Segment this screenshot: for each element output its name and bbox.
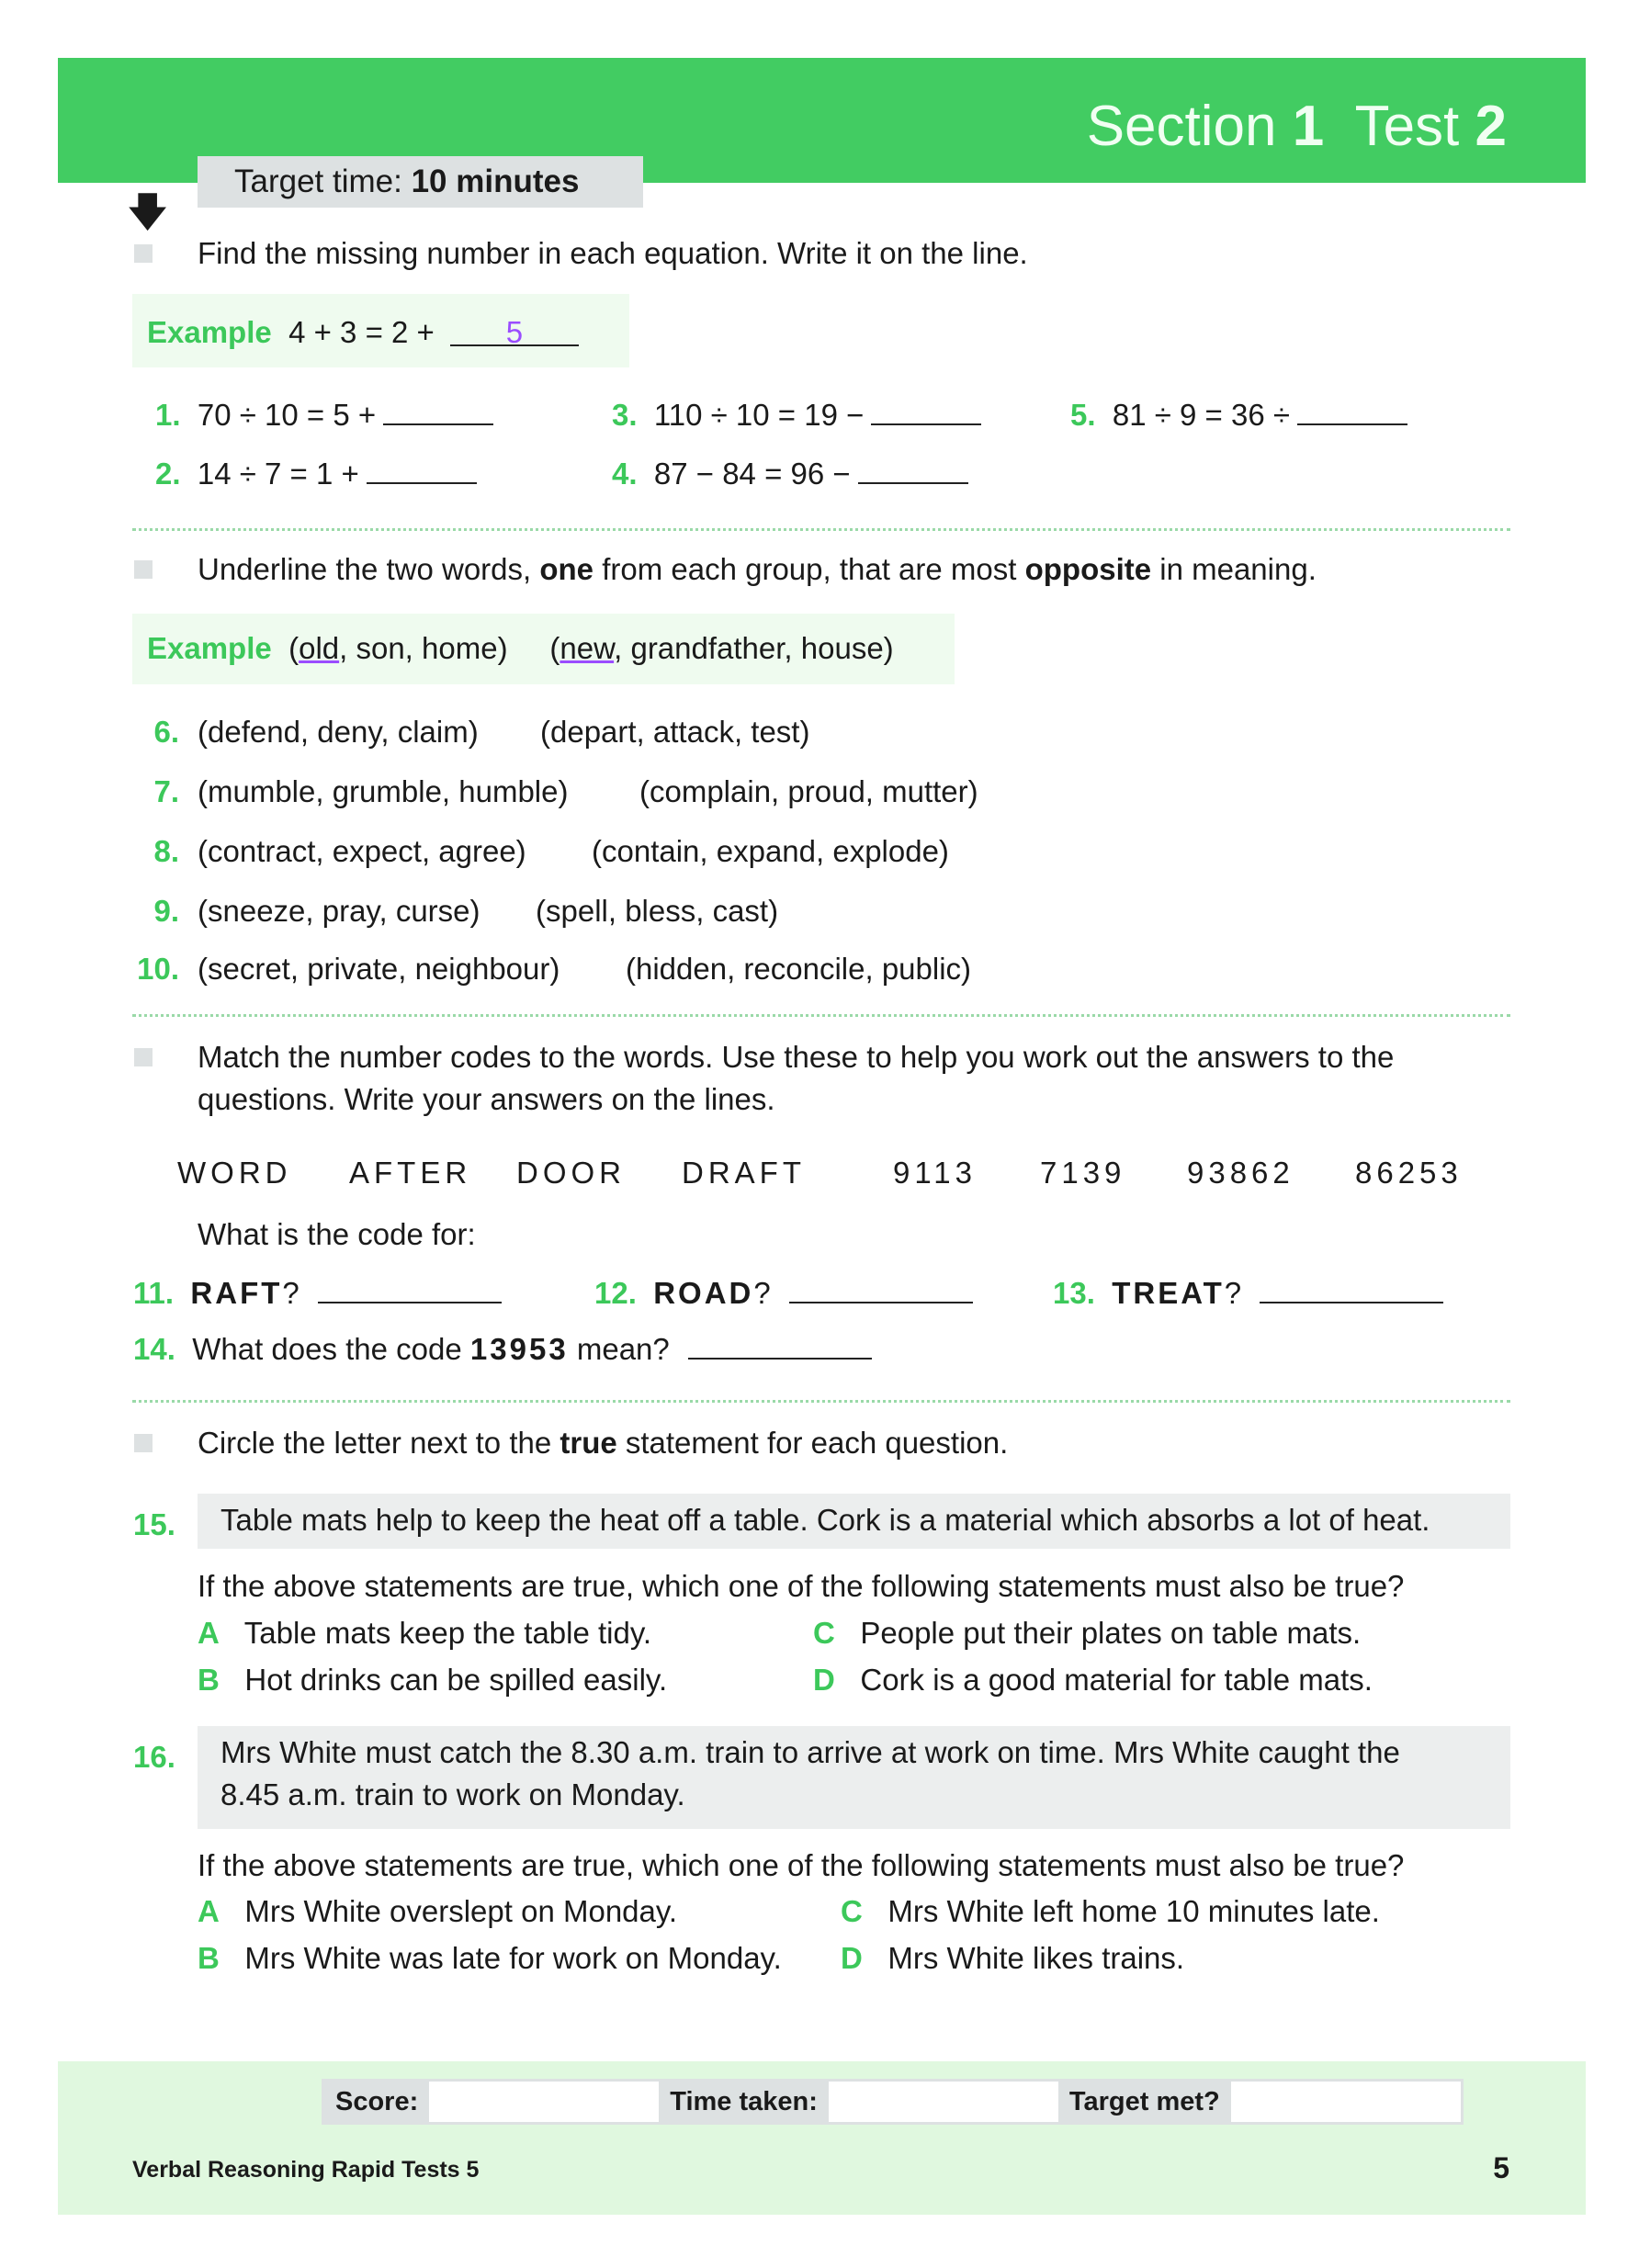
q15-option-a[interactable]: A Table mats keep the table tidy.: [198, 1616, 652, 1650]
divider: [132, 1400, 1510, 1403]
q15-option-d[interactable]: D Cork is a good material for table mats.: [813, 1663, 1373, 1697]
answer-line[interactable]: [871, 398, 981, 425]
question-14: 14. What does the code 13953 mean?: [133, 1331, 872, 1368]
q8-group-b[interactable]: (contain, expand, explode): [592, 834, 949, 868]
answer-line[interactable]: [318, 1276, 502, 1303]
answer-line[interactable]: [789, 1276, 973, 1303]
q16-option-a[interactable]: A Mrs White overslept on Monday.: [198, 1894, 678, 1928]
bullet-square: [134, 560, 153, 579]
bullet-square: [134, 244, 153, 263]
instruction-1: Find the missing number in each equation. Write it on the line.: [198, 236, 1028, 270]
bullet-square: [134, 1434, 153, 1452]
q9-group-b[interactable]: (spell, bless, cast): [536, 894, 779, 928]
q16-option-c[interactable]: C Mrs White left home 10 minutes late.: [841, 1894, 1380, 1928]
q16-option-d[interactable]: D Mrs White likes trains.: [841, 1941, 1185, 1975]
target-time: Target time: 10 minutes: [198, 156, 643, 208]
down-arrow-icon: 🡇: [127, 190, 169, 235]
question-13: 13. TREAT?: [1053, 1275, 1443, 1312]
answer-line[interactable]: [383, 398, 493, 425]
q7-group-b[interactable]: (complain, proud, mutter): [639, 774, 978, 808]
example-2: Example (old, son, home) (new, grandfather, house): [147, 631, 894, 665]
instruction-3a: Match the number codes to the words. Use these to help you work out the answers to the: [198, 1040, 1395, 1074]
q8-group-a[interactable]: (contract, expect, agree): [198, 834, 526, 868]
divider: [132, 1014, 1510, 1017]
question-2: 2. 14 ÷ 7 = 1 +: [155, 456, 477, 492]
q15-prompt: If the above statements are true, which one of the following statements must also be true?: [198, 1569, 1405, 1603]
answer-line[interactable]: [1297, 398, 1407, 425]
answer-line[interactable]: [367, 457, 477, 484]
q15-statement: Table mats help to keep the heat off a table. Cork is a material which absorbs a lot of heat.: [198, 1494, 1510, 1549]
question-11: 11. RAFT?: [133, 1275, 502, 1312]
q9-group-a[interactable]: (sneeze, pray, curse): [198, 894, 480, 928]
question-1: 1. 70 ÷ 10 = 5 +: [155, 397, 493, 434]
answer-line[interactable]: [1260, 1276, 1443, 1303]
score-table: Score: Time taken: Target met?: [322, 2079, 1464, 2125]
q15-option-b[interactable]: B Hot drinks can be spilled easily.: [198, 1663, 668, 1697]
question-5: 5. 81 ÷ 9 = 36 ÷: [1070, 397, 1407, 434]
q10-group-b[interactable]: (hidden, reconcile, public): [626, 952, 972, 986]
example-1: Example 4 + 3 = 2 + 5: [147, 314, 579, 351]
q15-option-c[interactable]: C People put their plates on table mats.: [813, 1616, 1362, 1650]
footer: [58, 2061, 1586, 2215]
book-title: Verbal Reasoning Rapid Tests 5: [132, 2157, 480, 2183]
q16-prompt: If the above statements are true, which one of the following statements must also be true?: [198, 1848, 1405, 1882]
question-4: 4. 87 − 84 = 96 −: [612, 456, 968, 492]
instruction-2: Underline the two words, one from each group, that are most opposite in meaning.: [198, 552, 1317, 586]
target-met-field[interactable]: [1231, 2082, 1461, 2122]
q6-group-a[interactable]: (defend, deny, claim): [198, 715, 479, 749]
code-words: WORD AFTER DOOR DRAFT 9113 7139 93862 86253: [177, 1156, 1463, 1190]
divider: [132, 528, 1510, 531]
bullet-square: [134, 1048, 153, 1066]
question-3: 3. 110 ÷ 10 = 19 −: [612, 397, 981, 434]
code-prompt: What is the code for:: [198, 1217, 476, 1251]
time-taken-field[interactable]: [829, 2082, 1058, 2122]
q16-option-b[interactable]: B Mrs White was late for work on Monday.: [198, 1941, 782, 1975]
instruction-3b: questions. Write your answers on the lines.: [198, 1082, 775, 1116]
page-number: 5: [1493, 2151, 1509, 2184]
q7-group-a[interactable]: (mumble, grumble, humble): [198, 774, 569, 808]
answer-line[interactable]: [858, 457, 968, 484]
answer-line[interactable]: [688, 1332, 872, 1360]
instruction-4: Circle the letter next to the true statement for each question.: [198, 1426, 1009, 1460]
q10-group-a[interactable]: (secret, private, neighbour): [198, 952, 560, 986]
question-12: 12. ROAD?: [594, 1275, 973, 1312]
q6-group-b[interactable]: (depart, attack, test): [540, 715, 810, 749]
section-test-title: Section 1 Test 2: [1086, 95, 1507, 158]
q16-statement: Mrs White must catch the 8.30 a.m. train to arrive at work on time. Mrs White caught the 8.45 a.m. train to work on Monday.: [198, 1726, 1510, 1829]
score-field[interactable]: [429, 2082, 659, 2122]
